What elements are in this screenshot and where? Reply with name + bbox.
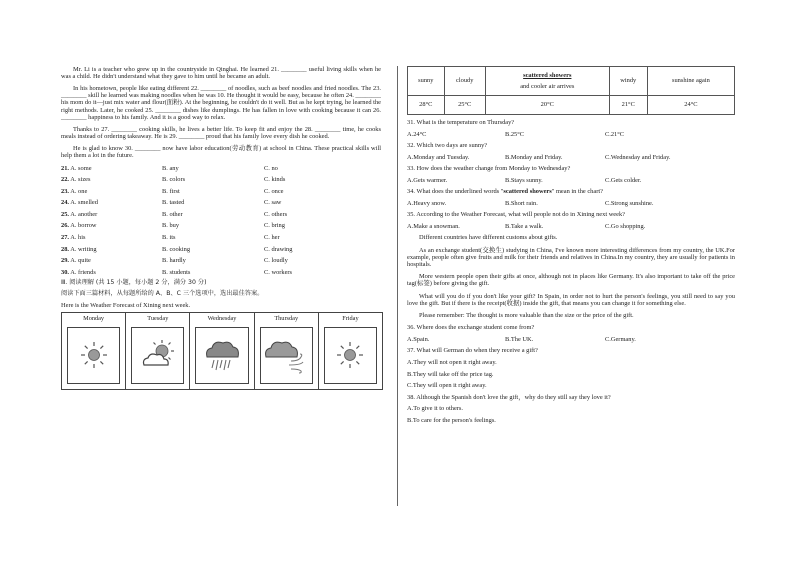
forecast-wednesday [190,313,254,389]
option-c: C. workers [264,268,293,276]
option-b: B. other [162,210,183,218]
weather-cell: windy [609,67,647,96]
weather-table [407,66,735,115]
option-b: B. colors [162,176,186,184]
cloze-paragraph-4: He is glad to know 30. ________ now have labor education(劳动教育) at school in China. These practical skills will help them a lot in the future. [61,145,381,160]
option-a: A. borrow [70,222,97,230]
weather-cell-line2: and cooler air arrives [520,82,575,90]
option-row [407,177,735,184]
forecast-tuesday [126,313,190,389]
option-a: A. friends [70,268,96,276]
option-b: B.Monday and Friday. [505,153,563,161]
option-row [407,131,735,138]
option-b: B.They will take off the price tag. [407,370,494,378]
option-row [61,176,381,183]
option-a: A.They will not open it right away. [407,359,497,367]
option-b: B. students [162,268,191,276]
option-c: C. kinds [264,176,286,184]
option-row [61,188,381,195]
option-a: A.Spain. [407,335,430,343]
passage-paragraph-3: More western people open their gifts at once, although not in places like Germany. It's also important to take off the price tag(标签) before giving the gift. [407,273,735,288]
temp-cell: 25°C [444,96,485,115]
temp-cell: 24°C [647,96,734,115]
forecast-thursday [255,313,319,389]
option-a: A.24°C [407,130,427,138]
passage-paragraph-2: As an exchange student(交换生) studying in China, I've known more interesting differences from my country, the UK.For example, people often give fruits and milk for their friends and relatives in China.In my country, they are usually for patients in hospitals. [407,246,735,268]
weather-image-box [260,327,313,384]
option-b: B. hardly [162,257,186,265]
partly-cloudy-icon [138,339,178,371]
day-label: Monday [83,314,105,322]
question-37: 37. What will German do when they receive a gift? [407,347,538,355]
left-column [61,66,381,390]
question-number: 23. [61,187,69,195]
cloze-paragraph-3: Thanks to 27. ________ cooking skills, he lives a better life. To keep fit and enjoy the 28. ________ time, he cooks meals instead of ordering takeaway. He is 29. ________ proud that his family love every dish he cooked. [61,125,381,140]
wind-cloud-icon [263,335,309,375]
sun-icon [335,340,365,370]
right-column [407,66,735,428]
forecast-friday [319,313,382,389]
option-row [61,234,381,241]
cloze-options [61,165,381,276]
temp-cell: 20°C [485,96,609,115]
option-row [61,211,381,218]
option-b: B. first [162,187,180,195]
temp-cell: 21°C [609,96,647,115]
option-a: A. another [70,210,98,218]
option-c: C. others [264,210,288,218]
question-32: 32. Which two days are sunny? [407,142,488,150]
cloze-paragraph-1: Mr. Li is a teacher who grew up in the countryside in Qinghai. He learned 21. ________ useful living skills when he was a child. He didn't understand what they gave to him until he became an adult. [61,66,381,81]
option-b: B. buy [162,222,180,230]
option-a: A. some [70,164,92,172]
option-row [61,165,381,172]
option-b: B.To care for the person's feelings. [407,416,496,424]
option-c: C.Wednesday and Friday. [605,153,671,161]
option-c: C.21°C [605,130,625,138]
option-c: C.Germany. [605,335,636,343]
option-a: A. writing [70,245,97,253]
section-title: Ⅲ. 阅读理解 (共 15 小题，每小题 2 分，满分 30 分) [61,279,207,287]
option-c: C. loudly [264,257,288,265]
weather-image-box [324,327,377,384]
question-34 [407,188,735,195]
option-a: A. smelled [70,199,98,207]
question-number: 27. [61,233,69,241]
weather-cell [485,67,609,96]
option-row [407,223,735,230]
day-label: Thursday [274,314,299,322]
option-a: A.Monday and Tuesday. [407,153,470,161]
question-33: 33. How does the weather change from Monday to Wednesday? [407,165,571,173]
option-row [407,154,735,161]
passage-paragraph-5: Please remember: The thought is more valuable than the size or the price of the gift. [419,312,634,320]
section-instructions: 阅读下面三篇材料，从每题所给的 A、B、C 三个选项中，选出最佳答案。 [61,289,264,297]
option-c: C. bring [264,222,285,230]
weather-forecast-strip [61,312,383,390]
question-number: 22. [61,176,69,184]
option-b: B. cooking [162,245,191,253]
option-b: B.Stays sunny. [505,176,543,184]
day-label: Wednesday [207,314,237,322]
option-c: C. no [264,164,278,172]
column-divider [397,66,398,506]
option-a: A.Make a snowman. [407,222,460,230]
temperature-row [408,96,735,115]
question-number: 28. [61,245,69,253]
option-row [61,222,381,229]
weather-cell: cloudy [444,67,485,96]
passage-paragraph-4: What will you do if you don't like your gift? In Spain, in order not to hurt the person's feelings, you still need to say you love the gift. But if there is the receipt(收据) inside the gift, that means you can change it for something else. [407,292,735,307]
sun-icon [79,340,109,370]
question-text: " mean in the chart? [551,188,603,196]
cloze-paragraph-2: In his hometown, people like eating different 22. ________ of noodles, such as beef noodles and fried noodles. The 23. ________ skill he learned was making noodles when he was 10. He thought it would be easy, because he often 24. ________ his mom do it—just mix water and flour(面粉). At the beginning, he couldn't do it well. But as he kept trying, he learned the right methods. Later, he cooked 25. ________ dishes like dumplings. He has fallen in love with cooking because it can 26. ________ happiness to his family. And it is a good way to relax. [61,85,381,121]
temp-cell: 28°C [408,96,445,115]
option-b: B.Take a walk. [505,222,544,230]
option-b: B. any [162,164,179,172]
option-row [61,246,381,253]
option-c: C. saw [264,199,282,207]
weather-row [408,67,735,96]
option-a: A. his [70,233,86,241]
weather-image-box [131,327,184,384]
option-c: C.Gets colder. [605,176,642,184]
option-row [61,257,381,264]
option-row [407,200,735,207]
question-number: 24. [61,199,69,207]
option-a: A.Gets warmer. [407,176,448,184]
weather-cell: sunny [408,67,445,96]
question-text: 34. What does the underlined words " [407,188,504,196]
option-b: B. its [162,233,176,241]
rain-cloud-icon [202,335,242,375]
question-bold-text: scattered showers [503,188,552,196]
option-c: C. drawing [264,245,293,253]
option-b: B. tasted [162,199,185,207]
option-c: C. her [264,233,280,241]
option-c: C.They will open it right away. [407,382,487,390]
question-35: 35. According to the Weather Forecast, what will people not do in Xining next week? [407,211,626,219]
question-number: 21. [61,164,69,172]
underlined-words: scattered showers [523,72,572,80]
weather-image-box [195,327,248,384]
question-number: 26. [61,222,69,230]
option-row [61,269,381,276]
question-number: 30. [61,268,69,276]
question-31: 31. What is the temperature on Thursday? [407,119,515,126]
passage-paragraph-1: Different countries have different customs about gifts. [419,234,558,242]
option-b: B.Short rain. [505,199,538,207]
day-label: Tuesday [147,314,169,322]
option-row [61,199,381,206]
forecast-monday [62,313,126,389]
question-number: 29. [61,257,69,265]
option-c: C.Go shopping. [605,222,646,230]
day-label: Friday [342,314,359,322]
question-number: 25. [61,210,69,218]
option-b: B.The UK. [505,335,534,343]
question-36: 36. Where does the exchange student come from? [407,324,535,332]
option-a: A.Heavy snow. [407,199,447,207]
option-c: C. once [264,187,284,195]
option-a: A. quite [70,257,91,265]
option-a: A. sizes [70,176,91,184]
option-a: A.To give it to others. [407,405,463,413]
option-b: B.25°C [505,130,525,138]
weather-image-box [67,327,120,384]
forecast-intro: Here is the Weather Forecast of Xining next week. [61,301,191,309]
weather-cell: sunshine again [647,67,734,96]
question-38: 38. Although the Spanish don't love the gift，why do they still say they love it? [407,393,611,401]
option-c: C.Strong sunshine. [605,199,654,207]
option-row [407,336,735,343]
option-a: A. one [70,187,88,195]
